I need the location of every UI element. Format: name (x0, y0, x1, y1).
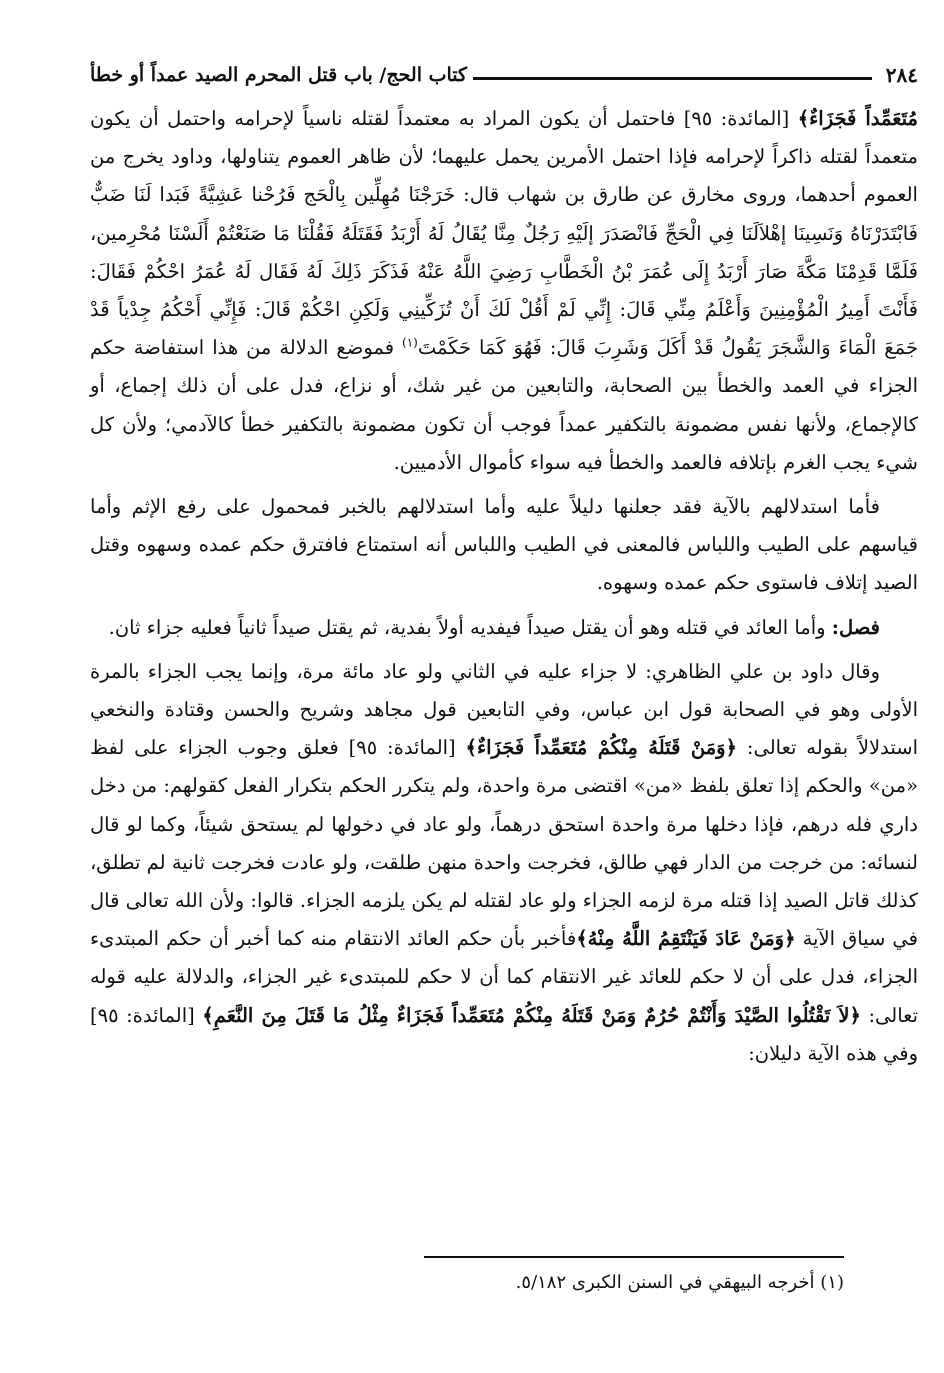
running-header (90, 58, 918, 92)
chapter-title: كتاب الحج/ باب قتل المحرم الصيد عمداً أو خطأ (90, 64, 468, 86)
page-number: ٢٨٤ (885, 63, 918, 87)
footnote-text: أخرجه البيهقي في السنن الكبرى ٥/١٨٢. (515, 1272, 815, 1293)
footnote (516, 1268, 844, 1298)
paragraph-text: [المائدة: ٩٥] فاحتمل أن يكون المراد به معتمداً لقتله ناسياً لإحرامه واحتمل أن يكون متعمداً لقتله ذاكراً لإحرامه فإذا احتمل الأمرين يحمل عليهما؛ لأن ظاهر العموم يتناولها، وداود يخرج من العموم أحدهما، وروى مخارق عن طارق بن شهاب قال: (90, 107, 918, 207)
header-rule (473, 77, 872, 80)
paragraph-text: [المائدة: ٩٥] وفي هذه الآية دليلان: (90, 1003, 918, 1065)
paragraph-text: [المائدة: ٩٥] فعلق وجوب الجزاء على لفظ «من» والحكم إذا تعلق بلفظ «من» اقتضى مرة واحدة، ولم يتكرر الحكم بتكرار الفعل كقولهم: من دخل داري فله درهم، فإذا دخلها مرة واحدة استحق درهماً، ولو عاد في دخولها لم يستحق شيئاً، وكما لو قال لنسائه: من خرجت من الدار فهي طالق، فخرجت واحدة منهن طلقت، ولو عادت فخرجت ثانية لم تطلق، كذلك قاتل الصيد إذا قتله مرة لزمه الجزاء ولو عاد لقتله لم يكن يلزمه الجزاء. قالوا: ولأن الله تعالى قال في سياق الآية (90, 736, 918, 951)
footnote-separator (424, 1256, 844, 1258)
quran-quote: ﴿وَمَنْ قَتَلَهُ مِنْكُمْ مُتَعَمِّداً فَجَزَاءٌ﴾ (465, 736, 738, 760)
paragraph-text: فموضع الدلالة من هذا استفاضة حكم الجزاء في العمد والخطأ بين الصحابة، والتابعين من غير شك، أو نزاع، فدل على أن ذلك إجماع، أو كالإجماع، ولأنها نفس مضمونة بالتكفير عمداً فوجب أن تكون مضمونة بالتكفير خطأ كالآدمي؛ ولأن كل شيء يجب الغرم بإتلافه فالعمد والخطأ فيه سواء كأموال الأدميين. (90, 336, 918, 474)
footnote-marker: (١) (820, 1272, 844, 1293)
quran-quote: ﴿لاَ تَقْتُلُوا الصَّيْدَ وَأَنْتُمْ حُرُمٌ وَمَنْ قَتَلَهُ مِنْكُمْ مُتَعَمِّداً فَجَزَاءٌ مِثْلُ مَا قَتَلَ مِنَ النَّعَمِ﴾ (202, 1003, 861, 1027)
footnote-reference[interactable]: (١) (402, 335, 418, 350)
paragraph-text: وقال داود بن علي الظاهري: لا جزاء عليه في الثاني ولو عاد مائة مرة، وإنما يجب الجزاء بالمرة الأولى وهو في الصحابة قول ابن عباس، وفي التابعين قول مجاهد وشريح والحسن وقتادة والنخعي استدلالاً بقوله تعالى: (90, 659, 919, 760)
paragraph-1 (90, 100, 918, 482)
paragraph-text: فأخبر بأن حكم العائد الانتقام منه كما أخبر أن حكم المبتدىء الجزاء، فدل على أن لا حكم للعائد غير الانتقام كما أن لا حكم للمبتدىء غير الجزاء، والدلالة عليه قوله تعالى: (90, 927, 918, 1027)
main-text (90, 100, 918, 1073)
paragraph-2: فأما استدلالهم بالآية فقد جعلنها دليلاً عليه وأما استدلالهم بالخبر فمحمول على رفع الإثم وأما قياسهم على الطيب واللباس فالمعنى في الطيب واللباس أنه استمتاع فافترق حكم عمده وسهوه وقتل الصيد إتلاف فاستوى حكم عمده وسهوه. (90, 495, 918, 595)
quran-quote: ﴿وَمَنْ عَادَ فَيَنْتَقِمُ اللَّهُ مِنْهُ﴾ (576, 927, 796, 951)
paragraph-4 (90, 653, 918, 1073)
book-page (90, 58, 918, 1073)
hadith-text: خَرَجْنَا مُهِلِّين بِالْحَج فَرُحْنا عَشِيَّةً فَبَدا لَنَا ضَبٌّ فَابْتَدَرْنَاهُ وَنَسِينَا إهْلاَلَنَا فِي الْحَجِّ فَانْصَدَرَ إلَيْهِ رَجُلٌ مِنَّا يُقَالُ لَهُ أَرْبَدُ فَقَتَلَهُ فَقُلْنَا مَا صَنَعْتُمْ أَلَسْنَا مُحْرِمين، فَلَمَّا قَدِمْنَا مَكَّةَ صَارَ أَرْبَدُ إِلَى عُمَرَ بْنُ الْخَطَّابِ رَضِيَ اللَّهُ عَنْهُ فَذَكَرَ ذَلِكَ لَهُ فَقَال لَهُ عُمَرُ احْكُمْ فَقَالَ: فَأَنْتَ أَمِيرُ الْمُؤْمِنِينَ وَأَعْلَمُ مِنِّي قَالَ: إِنِّي لَمْ أَقُلْ لَكَ أَنْ تُزَكِّينِي وَلَكِنِ احْكُمْ قَالَ: فَإِنِّي أَحْكُمُ جِدْياً قَدْ جَمَعَ الْمَاءَ وَالشَّجَرَ يَقُولُ قَدْ أَكَلَ وَشَرِبَ قَالَ: فَهُوَ كَمَا حَكَمْتَ (90, 183, 918, 360)
paragraph-3 (90, 609, 918, 647)
section-label: فصل: (831, 615, 880, 639)
quran-quote: مُتَعَمِّداً فَجَزَاءٌ﴾ (797, 107, 919, 130)
paragraph-text: وأما العائد في قتله وهو أن يقتل صيداً فيفديه أولاً بفدية، ثم يقتل صيداً ثانياً فعليه جزاء ثان. (108, 615, 832, 639)
